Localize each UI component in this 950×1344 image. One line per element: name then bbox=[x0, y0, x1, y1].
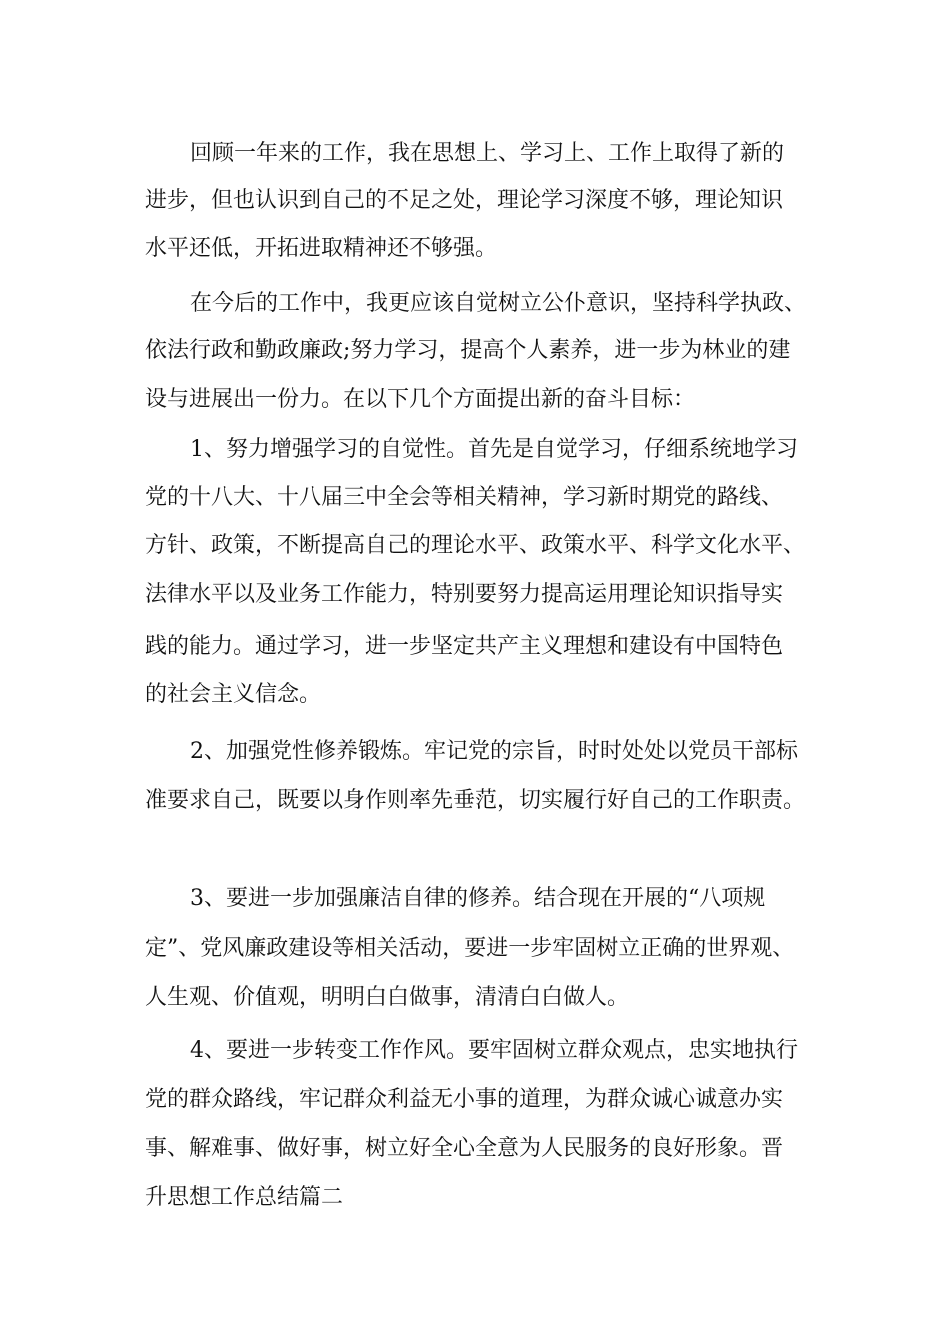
text-line: 1、努力增强学习的自觉性。首先是自觉学习，仔细系统地学习 bbox=[190, 437, 798, 462]
text-line: 准要求自己，既要以身作则率先垂范，切实履行好自己的工作职责。 bbox=[145, 788, 806, 813]
text-line: 人生观、价值观，明明白白做事，清清白白做人。 bbox=[145, 985, 630, 1010]
text-line: 法律水平以及业务工作能力，特别要努力提高运用理论知识指导实 bbox=[145, 582, 784, 607]
text-line: 3、要进一步加强廉洁自律的修养。结合现在开展的“八项规 bbox=[190, 886, 766, 911]
text-line: 进步，但也认识到自己的不足之处，理论学习深度不够，理论知识 bbox=[145, 188, 784, 213]
text-line: 党的十八大、十八届三中全会等相关精神，学习新时期党的路线、 bbox=[145, 485, 784, 510]
text-line: 水平还低，开拓进取精神还不够强。 bbox=[145, 236, 498, 261]
text-line: 在今后的工作中，我更应该自觉树立公仆意识，坚持科学执政、 bbox=[190, 291, 807, 316]
text-line: 定”、党风廉政建设等相关活动，要进一步牢固树立正确的世界观、 bbox=[145, 936, 795, 961]
text-line: 回顾一年来的工作，我在思想上、学习上、工作上取得了新的 bbox=[190, 141, 785, 166]
text-line: 设与进展出一份力。在以下几个方面提出新的奋斗目标： bbox=[145, 387, 696, 412]
text-line: 2、加强党性修养锻炼。牢记党的宗旨，时时处处以党员干部标 bbox=[190, 739, 798, 764]
text-line: 的社会主义信念。 bbox=[145, 682, 322, 707]
text-line: 升思想工作总结篇二 bbox=[145, 1185, 344, 1210]
text-line: 依法行政和勤政廉政;努力学习，提高个人素养，进一步为林业的建 bbox=[145, 338, 791, 363]
text-line: 事、解难事、做好事，树立好全心全意为人民服务的良好形象。晋 bbox=[145, 1136, 784, 1161]
text-line: 4、要进一步转变工作作风。要牢固树立群众观点，忠实地执行 bbox=[190, 1038, 798, 1063]
text-line: 党的群众路线，牢记群众利益无小事的道理，为群众诚心诚意办实 bbox=[145, 1087, 784, 1112]
text-line: 方针、政策，不断提高自己的理论水平、政策水平、科学文化水平、 bbox=[145, 533, 806, 558]
text-line: 践的能力。通过学习，进一步坚定共产主义理想和建设有中国特色 bbox=[145, 634, 784, 659]
